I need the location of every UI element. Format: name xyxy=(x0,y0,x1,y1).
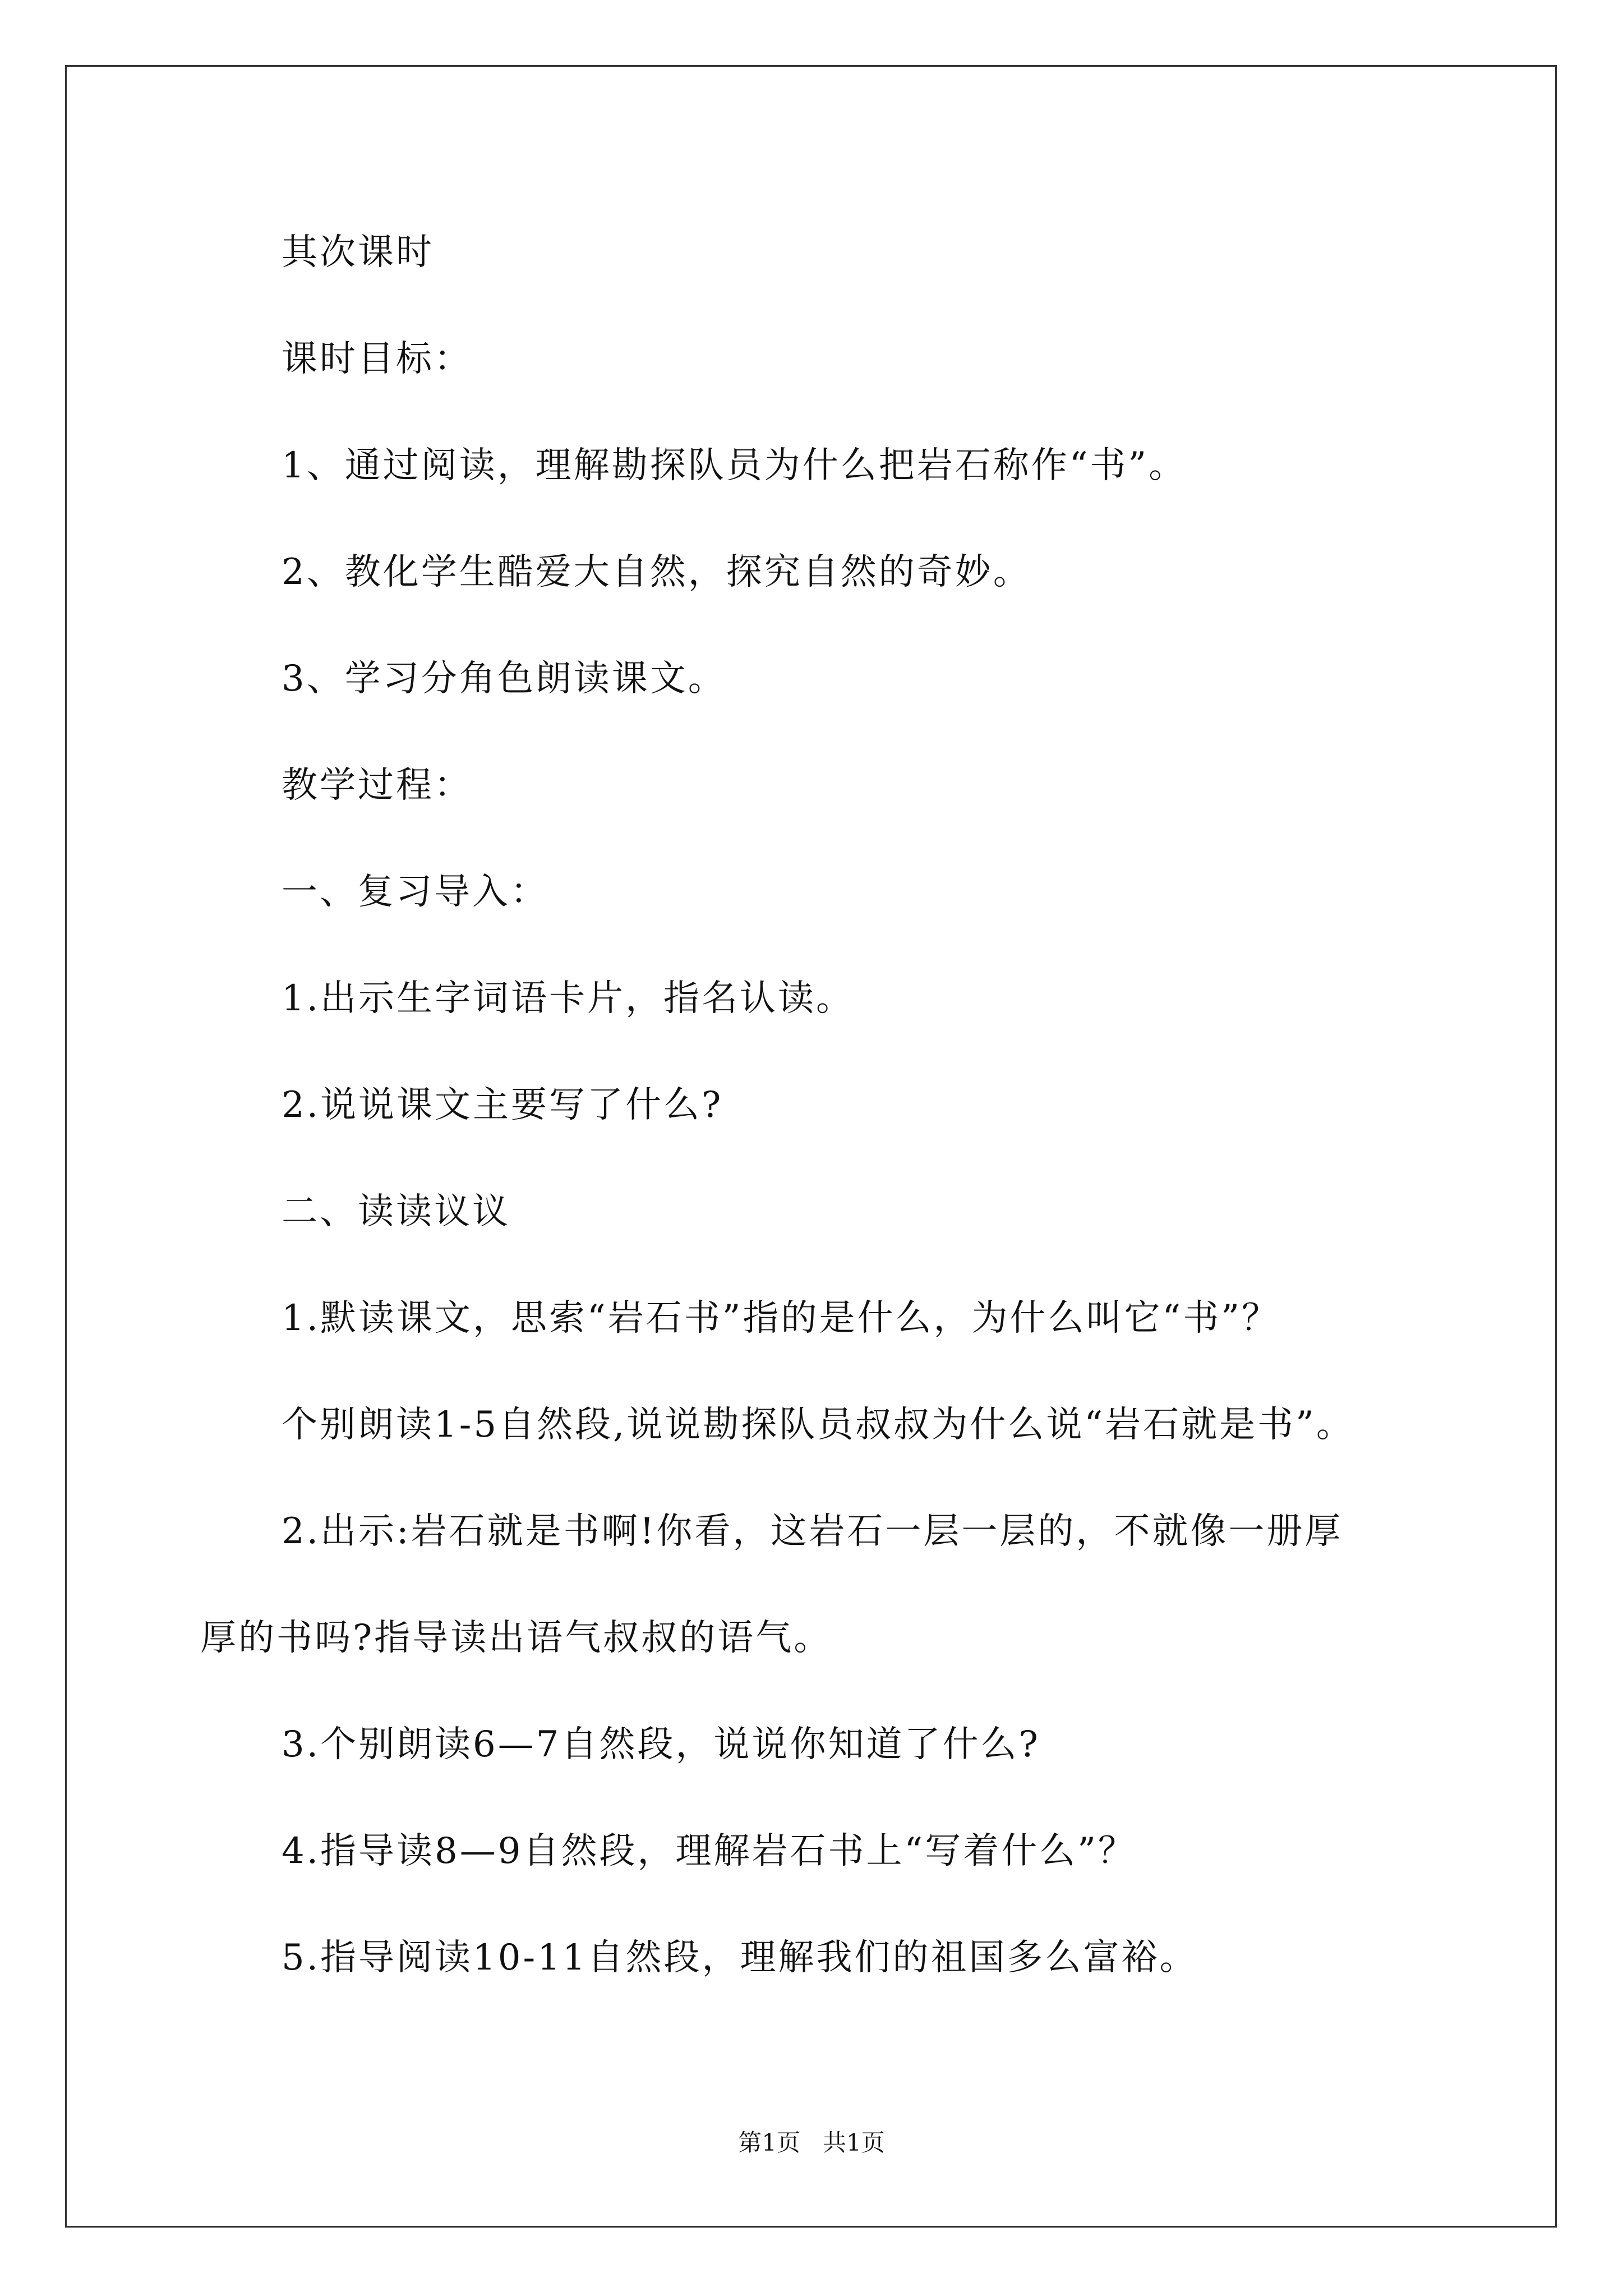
section-2-item-3: 3.个别朗读6—7自然段，说说你知道了什么? xyxy=(282,1724,1040,1765)
section-2-item-2: 2.出示:岩石就是书啊!你看，这岩石一层一层的，不就像一册厚 xyxy=(282,1511,1343,1552)
objective-1: 1、通过阅读，理解勘探队员为什么把岩石称作“书”。 xyxy=(282,445,1187,486)
section-2-item-2-continued: 厚的书吗?指导读出语气叔叔的语气。 xyxy=(200,1617,832,1659)
objective-3: 3、学习分角色朗读课文。 xyxy=(282,658,726,700)
section-1-heading: 一、复习导入： xyxy=(282,871,548,913)
section-2-item-4: 4.指导读8—9自然段，理解岩石书上“写着什么”？ xyxy=(282,1830,1136,1872)
section-2-item-1: 1.默读课文，思索“岩石书”指的是什么，为什么叫它“书”？ xyxy=(282,1297,1280,1339)
section-2-note: 个别朗读1-5自然段,说说勘探队员叔叔为什么说“岩石就是书”。 xyxy=(282,1404,1354,1446)
page-footer: 第1页 共1页 xyxy=(738,2129,885,2156)
section-2-item-5: 5.指导阅读10-11自然段，理解我们的祖国多么富裕。 xyxy=(282,1937,1198,1978)
lesson-title: 其次课时 xyxy=(282,232,434,273)
process-heading: 教学过程： xyxy=(282,765,472,806)
objective-2: 2、教化学生酷爱大自然，探究自然的奇妙。 xyxy=(282,551,1031,593)
section-2-heading: 二、读读议议 xyxy=(282,1191,510,1232)
section-1-item-2: 2.说说课文主要写了什么? xyxy=(282,1084,723,1126)
page-border xyxy=(65,65,1557,2228)
section-1-item-1: 1.出示生字词语卡片，指名认读。 xyxy=(282,978,855,1019)
objectives-heading: 课时目标： xyxy=(282,338,472,380)
